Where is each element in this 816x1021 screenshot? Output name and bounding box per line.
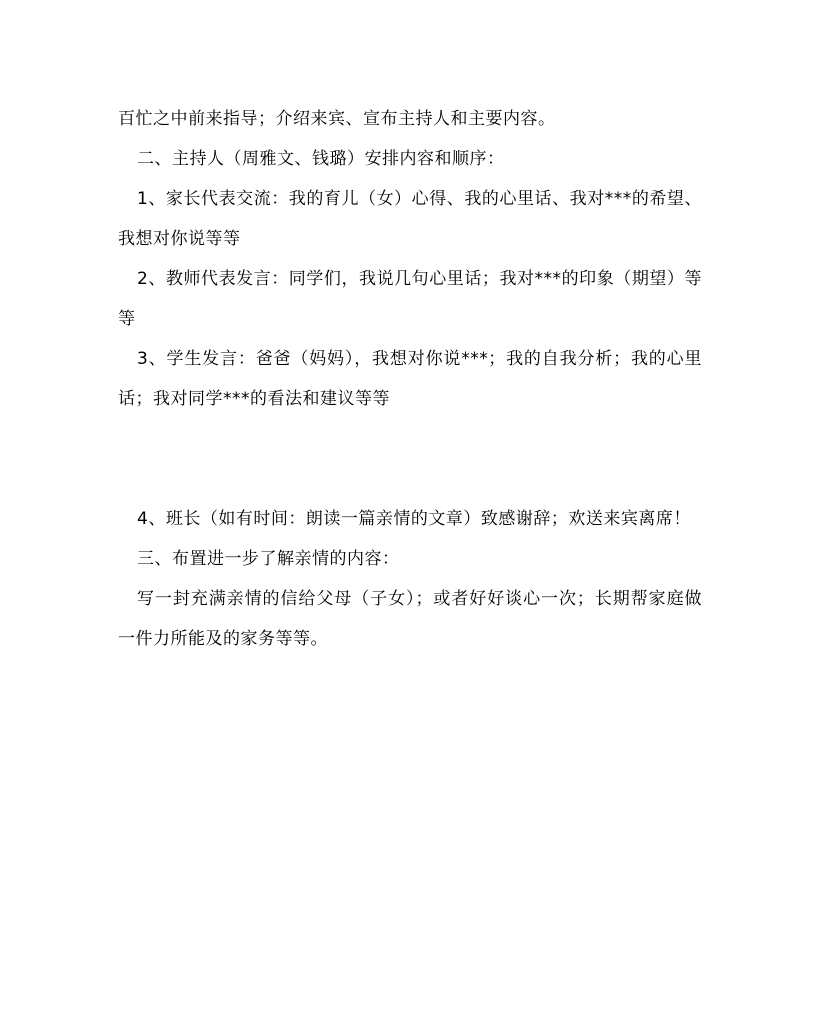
paragraph-item-2: 2、教师代表发言：同学们，我说几句心里话；我对***的印象（期望）等等 xyxy=(118,269,702,329)
paragraph-item-4: 4、班长（如有时间：朗读一篇亲情的文章）致感谢辞；欢送来宾离席！ xyxy=(137,509,691,529)
paragraph-gap xyxy=(118,419,702,499)
paragraph-section-three-content: 写一封充满亲情的信给父母（子女）；或者好好谈心一次；长期帮家庭做一件力所能及的家务等等。 xyxy=(118,589,702,649)
paragraph-section-two-heading: 二、主持人（周雅文、钱璐）安排内容和顺序： xyxy=(137,149,505,169)
document-body xyxy=(118,99,702,659)
paragraph-section-three-heading: 三、布置进一步了解亲情的内容： xyxy=(137,549,400,569)
paragraph-intro-continuation: 百忙之中前来指导；介绍来宾、宣布主持人和主要内容。 xyxy=(118,109,556,129)
paragraph-item-3: 3、学生发言：爸爸（妈妈），我想对你说***；我的自我分析；我的心里话；我对同学***的看法和建议等等 xyxy=(118,349,702,409)
paragraph-item-1: 1、家长代表交流：我的育儿（女）心得、我的心里话、我对***的希望、我想对你说等等 xyxy=(118,189,702,249)
